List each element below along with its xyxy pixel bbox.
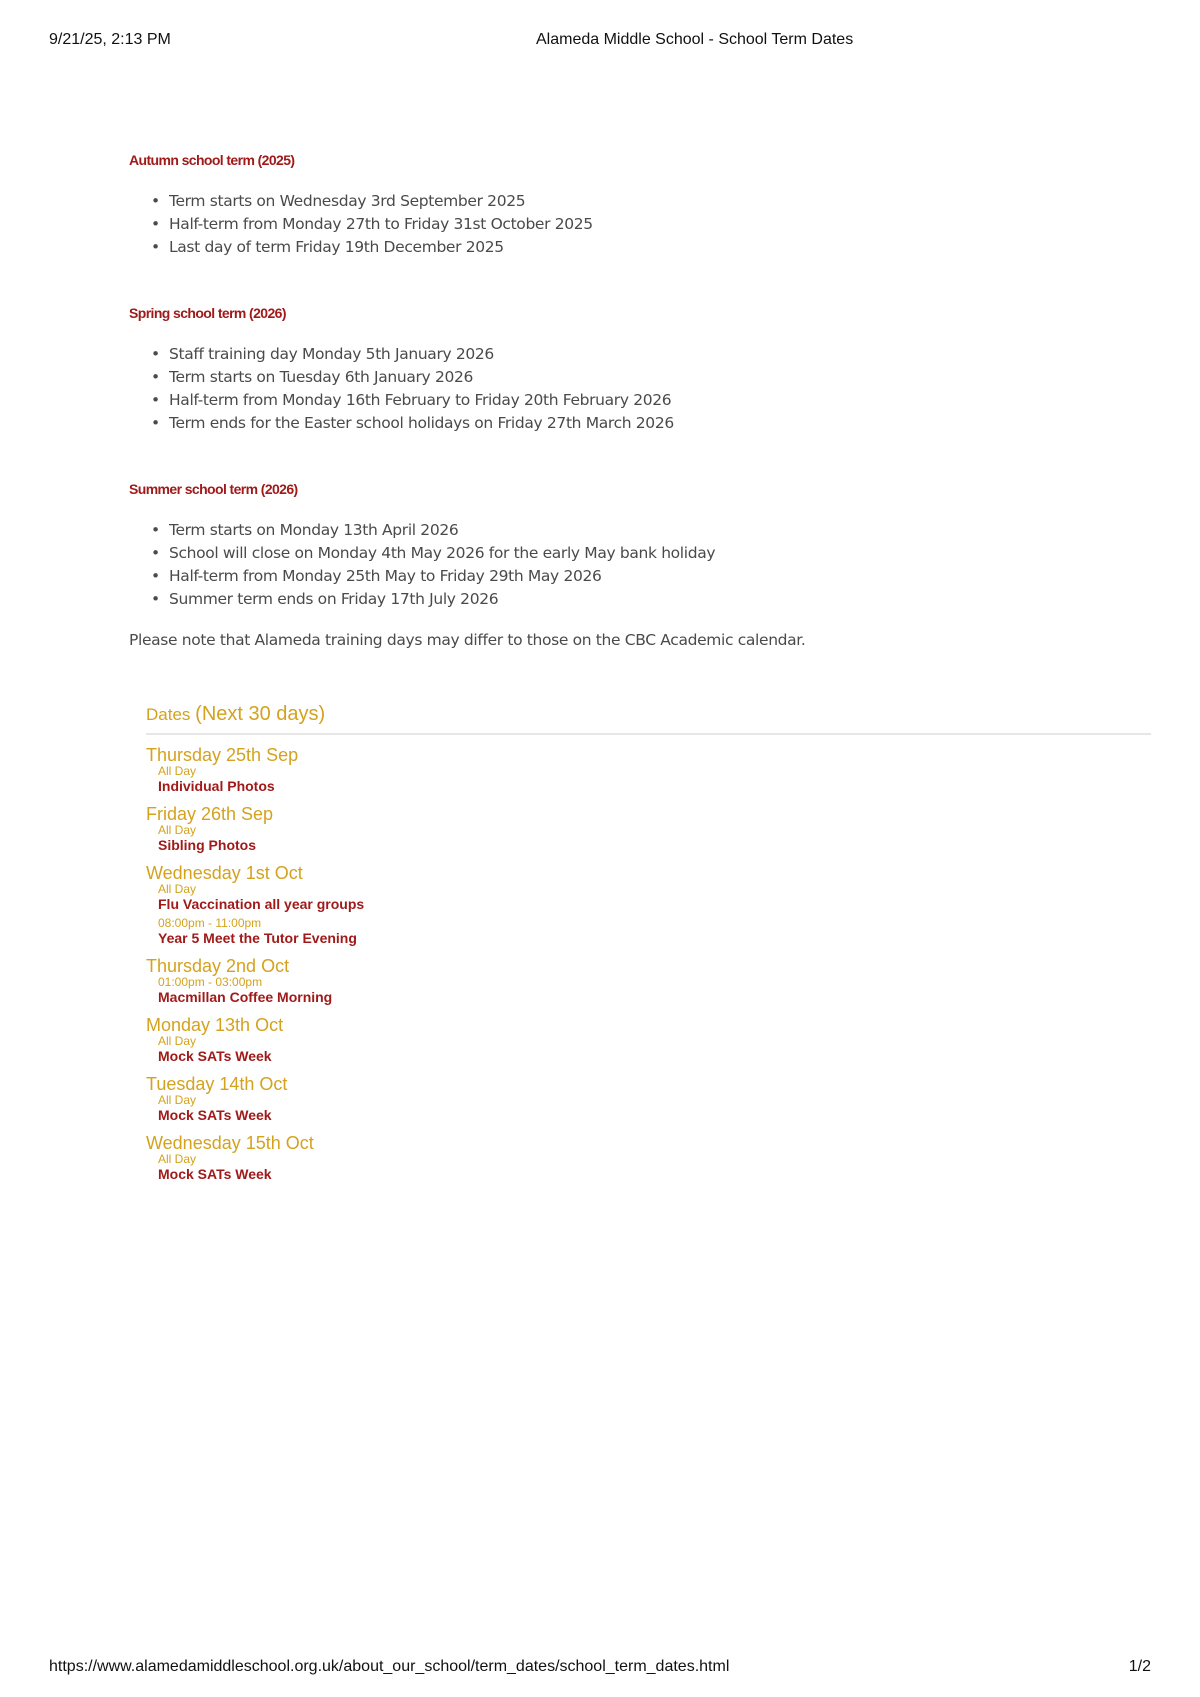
event-day-date: Thursday 25th Sep bbox=[146, 745, 299, 765]
bullet-icon: • bbox=[151, 368, 160, 386]
list-item-text: Term starts on Wednesday 3rd September 2025 bbox=[169, 192, 526, 210]
term-heading: Spring school term (2026) bbox=[129, 305, 286, 321]
list-item-text: Summer term ends on Friday 17th July 2026 bbox=[169, 590, 499, 608]
list-item-text: Half-term from Monday 16th February to Friday 20th February 2026 bbox=[169, 391, 672, 409]
event-time: All Day bbox=[158, 1034, 197, 1048]
list-item bbox=[151, 190, 1129, 213]
event-day-date: Wednesday 15th Oct bbox=[146, 1133, 314, 1153]
event-item[interactable] bbox=[158, 824, 1151, 854]
term-list bbox=[129, 343, 1129, 435]
event-day-date: Wednesday 1st Oct bbox=[146, 863, 303, 883]
list-item bbox=[151, 542, 1129, 565]
event-time: 08:00pm - 11:00pm bbox=[158, 916, 262, 930]
list-item-text: Half-term from Monday 25th May to Friday 29th May 2026 bbox=[169, 567, 602, 585]
event-name-link[interactable]: Mock SATs Week bbox=[158, 1048, 272, 1064]
bullet-icon: • bbox=[151, 192, 160, 210]
list-item-text: Half-term from Monday 27th to Friday 31st October 2025 bbox=[169, 215, 593, 233]
list-item bbox=[151, 519, 1129, 542]
event-name-link[interactable]: Sibling Photos bbox=[158, 837, 256, 853]
event-day-date: Tuesday 14th Oct bbox=[146, 1074, 288, 1094]
term-block-autumn bbox=[129, 150, 1129, 259]
list-item-text: Term starts on Monday 13th April 2026 bbox=[169, 521, 459, 539]
event-name-link[interactable]: Mock SATs Week bbox=[158, 1107, 272, 1123]
event-item[interactable] bbox=[158, 976, 1151, 1006]
event-item[interactable] bbox=[158, 883, 1151, 913]
events-heading bbox=[146, 700, 1151, 735]
event-name-link[interactable]: Individual Photos bbox=[158, 778, 275, 794]
event-item[interactable] bbox=[158, 765, 1151, 795]
list-item-text: Term ends for the Easter school holidays on Friday 27th March 2026 bbox=[169, 414, 674, 432]
event-day bbox=[146, 863, 1151, 947]
bullet-icon: • bbox=[151, 521, 160, 539]
print-page-title: Alameda Middle School - School Term Dates bbox=[536, 31, 854, 48]
term-list bbox=[129, 519, 1129, 611]
event-day bbox=[146, 1015, 1151, 1065]
term-heading: Summer school term (2026) bbox=[129, 481, 298, 497]
term-block-spring bbox=[129, 303, 1129, 435]
event-day bbox=[146, 1133, 1151, 1183]
list-item bbox=[151, 412, 1129, 435]
list-item bbox=[151, 565, 1129, 588]
list-item bbox=[151, 343, 1129, 366]
list-item-text: Staff training day Monday 5th January 2026 bbox=[169, 345, 494, 363]
upcoming-events-widget bbox=[146, 700, 1151, 1192]
bullet-icon: • bbox=[151, 345, 160, 363]
term-heading: Autumn school term (2025) bbox=[129, 152, 295, 168]
term-dates-content bbox=[129, 150, 1129, 652]
event-item[interactable] bbox=[158, 1153, 1151, 1183]
event-time: All Day bbox=[158, 764, 197, 778]
event-item[interactable] bbox=[158, 1094, 1151, 1124]
term-list bbox=[129, 190, 1129, 259]
bullet-icon: • bbox=[151, 414, 160, 432]
event-day bbox=[146, 1074, 1151, 1124]
bullet-icon: • bbox=[151, 544, 160, 562]
print-footer-url: https://www.alamedamiddleschool.org.uk/about_our_school/term_dates/school_term_dates.html bbox=[49, 1658, 730, 1675]
list-item bbox=[151, 236, 1129, 259]
event-name-link[interactable]: Mock SATs Week bbox=[158, 1166, 272, 1182]
print-page-number: 1/2 bbox=[1128, 1658, 1151, 1675]
list-item bbox=[151, 588, 1129, 611]
event-day-date: Friday 26th Sep bbox=[146, 804, 274, 824]
list-item-text: Term starts on Tuesday 6th January 2026 bbox=[169, 368, 473, 386]
list-item bbox=[151, 389, 1129, 412]
term-block-summer bbox=[129, 479, 1129, 611]
list-item-text: Last day of term Friday 19th December 2025 bbox=[169, 238, 504, 256]
event-time: All Day bbox=[158, 1152, 197, 1166]
print-datetime: 9/21/25, 2:13 PM bbox=[49, 31, 171, 48]
event-time: 01:00pm - 03:00pm bbox=[158, 975, 263, 989]
bullet-icon: • bbox=[151, 391, 160, 409]
bullet-icon: • bbox=[151, 590, 160, 608]
event-time: All Day bbox=[158, 1093, 197, 1107]
event-name-link[interactable]: Macmillan Coffee Morning bbox=[158, 989, 333, 1005]
bullet-icon: • bbox=[151, 215, 160, 233]
event-day-date: Monday 13th Oct bbox=[146, 1015, 284, 1035]
event-day bbox=[146, 956, 1151, 1006]
list-item-text: School will close on Monday 4th May 2026 for the early May bank holiday bbox=[169, 544, 716, 562]
event-time: All Day bbox=[158, 823, 197, 837]
bullet-icon: • bbox=[151, 567, 160, 585]
events-heading-suffix: (Next 30 days) bbox=[195, 703, 326, 725]
event-day-date: Thursday 2nd Oct bbox=[146, 956, 290, 976]
list-item bbox=[151, 213, 1129, 236]
events-heading-prefix: Dates bbox=[146, 705, 191, 724]
training-days-note: Please note that Alameda training days may differ to those on the CBC Academic calendar. bbox=[129, 631, 806, 649]
event-day bbox=[146, 745, 1151, 795]
event-day bbox=[146, 804, 1151, 854]
event-name-link[interactable]: Year 5 Meet the Tutor Evening bbox=[158, 930, 357, 946]
event-name-link[interactable]: Flu Vaccination all year groups bbox=[158, 896, 365, 912]
event-item[interactable] bbox=[158, 917, 1151, 947]
event-time: All Day bbox=[158, 882, 197, 896]
event-item[interactable] bbox=[158, 1035, 1151, 1065]
list-item bbox=[151, 366, 1129, 389]
bullet-icon: • bbox=[151, 238, 160, 256]
